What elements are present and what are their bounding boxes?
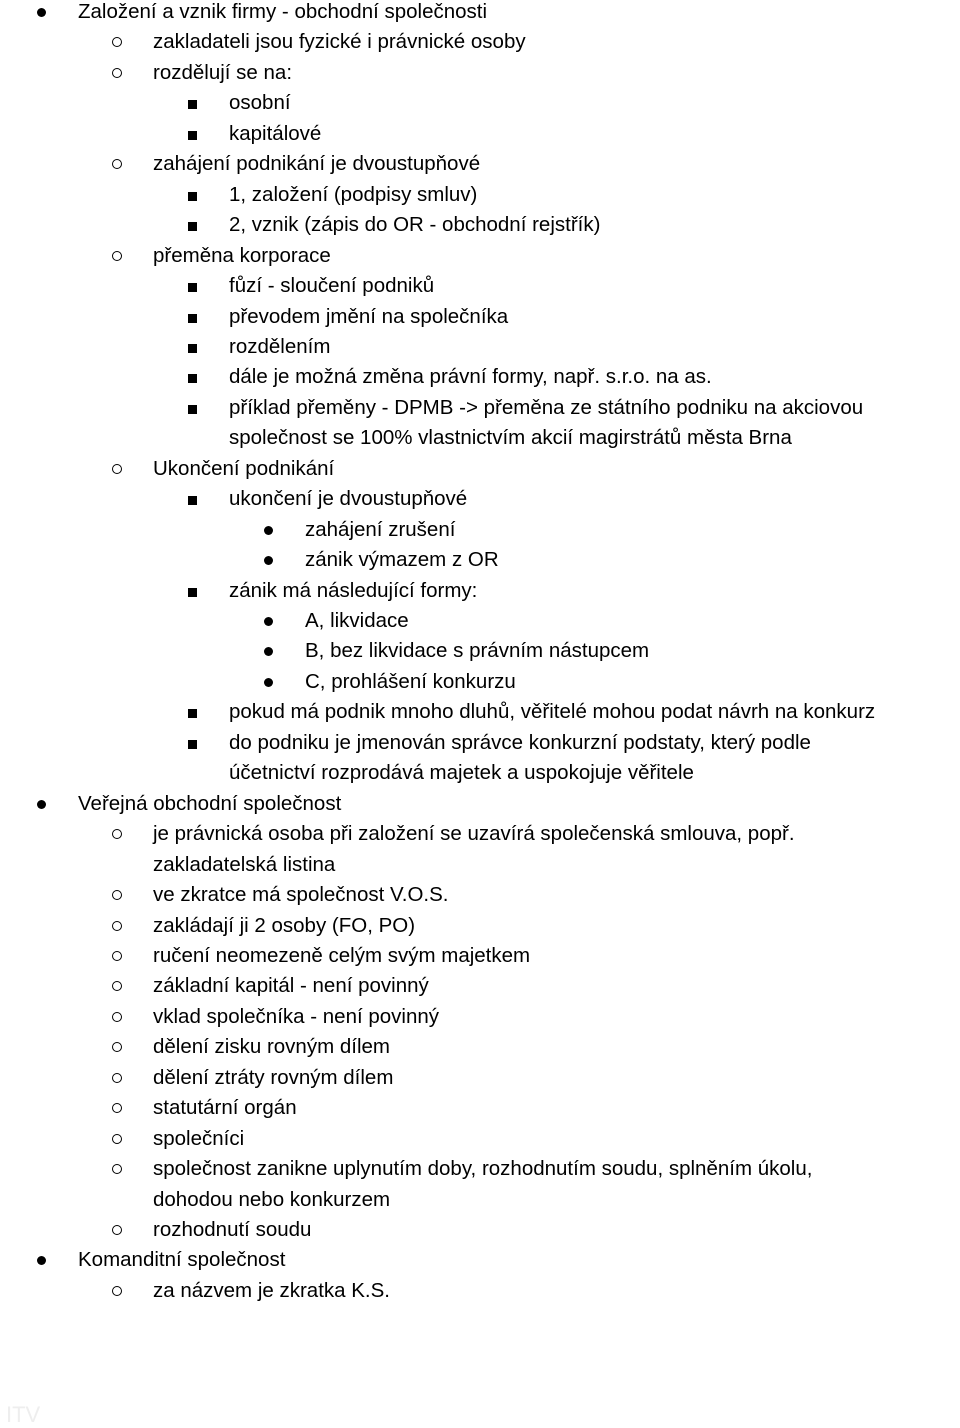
outline-item-text: dělení ztráty rovným dílem <box>153 1065 394 1089</box>
bullet-square-icon <box>188 709 197 718</box>
bullet-dot-icon <box>264 617 273 626</box>
bullet-dot-icon <box>264 647 273 656</box>
bullet-circle-icon <box>112 68 122 78</box>
bullet-square-icon <box>188 131 197 140</box>
outline-item-text: účetnictví rozprodává majetek a uspokojuje věřitele <box>229 761 694 785</box>
outline-item-text: ručení neomezeně celým svým majetkem <box>153 943 531 967</box>
bullet-dot-icon <box>264 556 273 565</box>
outline-item-text: společníci <box>153 1126 245 1150</box>
bullet-circle-icon <box>112 251 122 261</box>
bullet-circle-icon <box>112 1073 122 1083</box>
bullet-circle-icon <box>112 1103 122 1113</box>
outline-item-text: společnost zanikne uplynutím doby, rozhodnutím soudu, splněním úkolu, <box>153 1157 813 1181</box>
outline-item-text: Veřejná obchodní společnost <box>78 791 342 815</box>
outline-item-text: Ukončení podnikání <box>153 456 335 480</box>
bullet-circle-icon <box>112 951 122 961</box>
outline-item-text: zánik výmazem z OR <box>305 548 499 572</box>
outline-item-text: osobní <box>229 91 291 115</box>
outline-item-text: B, bez likvidace s právním nástupcem <box>305 639 650 663</box>
outline-item-text: zakladateli jsou fyzické i právnické osoby <box>153 30 526 54</box>
bullet-square-icon <box>188 314 197 323</box>
outline-item-text: dělení zisku rovným dílem <box>153 1035 390 1059</box>
outline-item-text: zahájení podnikání je dvoustupňové <box>153 152 481 176</box>
outline-item-text: rozdělují se na: <box>153 60 293 84</box>
bullet-circle-icon <box>112 921 122 931</box>
bullet-square-icon <box>188 100 197 109</box>
outline-item-text: C, prohlášení konkurzu <box>305 669 516 693</box>
outline-item-text: dále je možná změna právní formy, např. s.r.o. na as. <box>229 365 712 389</box>
bullet-circle-icon <box>112 464 122 474</box>
outline-item-text: statutární orgán <box>153 1096 297 1120</box>
outline-item-text: kapitálové <box>229 121 322 145</box>
bullet-circle-icon <box>112 37 122 47</box>
bullet-circle-icon <box>112 1012 122 1022</box>
bullet-square-icon <box>188 222 197 231</box>
outline-item-text: ve zkratce má společnost V.O.S. <box>153 883 449 907</box>
outline-item-text: fůzí - sloučení podniků <box>229 274 435 298</box>
outline-item-text: Založení a vznik firmy - obchodní společnosti <box>78 0 488 23</box>
outline-item-text: do podniku je jmenován správce konkurzní podstaty, který podle <box>229 730 811 754</box>
outline-item-text: převodem jmění na společníka <box>229 304 509 328</box>
bullet-circle-icon <box>112 1134 122 1144</box>
outline-item-text: 2, vznik (zápis do OR - obchodní rejstřík) <box>229 213 601 237</box>
bullet-circle-icon <box>112 1286 122 1296</box>
bullet-circle-icon <box>112 829 122 839</box>
bullet-square-icon <box>188 740 197 749</box>
outline-item-text: společnost se 100% vlastnictvím akcií magirstrátů města Brna <box>229 426 792 450</box>
outline-item-text: rozhodnutí soudu <box>153 1218 312 1241</box>
bullet-square-icon <box>188 374 197 383</box>
outline-item-text: ukončení je dvoustupňové <box>229 487 468 511</box>
bullet-dot-icon <box>37 800 46 809</box>
outline-item-text: základní kapitál - není povinný <box>153 974 429 998</box>
bullet-circle-icon <box>112 981 122 991</box>
outline-item-text: za názvem je zkratka K.S. <box>153 1278 390 1302</box>
bullet-square-icon <box>188 344 197 353</box>
outline-item-text: přeměna korporace <box>153 243 331 267</box>
bullet-square-icon <box>188 588 197 597</box>
bullet-dot-icon <box>37 8 46 17</box>
outline-item-text: zakladatelská listina <box>153 852 336 876</box>
bullet-circle-icon <box>112 1225 122 1235</box>
bullet-circle-icon <box>112 1164 122 1174</box>
bullet-dot-icon <box>264 678 273 687</box>
bullet-dot-icon <box>264 526 273 535</box>
outline-item-text: Komanditní společnost <box>78 1248 286 1272</box>
outline-item-text: rozdělením <box>229 334 331 358</box>
outline-item-text: 1, založení (podpisy smluv) <box>229 182 478 206</box>
outline-item-text: příklad přeměny - DPMB -> přeměna ze státního podniku na akciovou <box>229 395 864 419</box>
bullet-dot-icon <box>37 1256 46 1265</box>
outline-item-text: je právnická osoba při založení se uzavírá společenská smlouva, popř. <box>153 822 795 846</box>
outline-item-text: A, likvidace <box>305 609 409 632</box>
bullet-circle-icon <box>112 159 122 169</box>
bullet-circle-icon <box>112 890 122 900</box>
watermark: ITV <box>6 1402 41 1427</box>
outline-item-text: zánik má následující formy: <box>229 578 478 602</box>
bullet-square-icon <box>188 192 197 201</box>
bullet-square-icon <box>188 283 197 292</box>
bullet-circle-icon <box>112 1042 122 1052</box>
bullet-square-icon <box>188 405 197 414</box>
outline-item-text: zakládají ji 2 osoby (FO, PO) <box>153 913 416 937</box>
outline-item-text: pokud má podnik mnoho dluhů, věřitelé mohou podat návrh na konkurz <box>229 700 876 724</box>
outline-item-text: zahájení zrušení <box>305 517 456 541</box>
outline-item-text: vklad společníka - není povinný <box>153 1004 440 1028</box>
bullet-square-icon <box>188 496 197 505</box>
outline-item-text: dohodou nebo konkurzem <box>153 1187 391 1211</box>
